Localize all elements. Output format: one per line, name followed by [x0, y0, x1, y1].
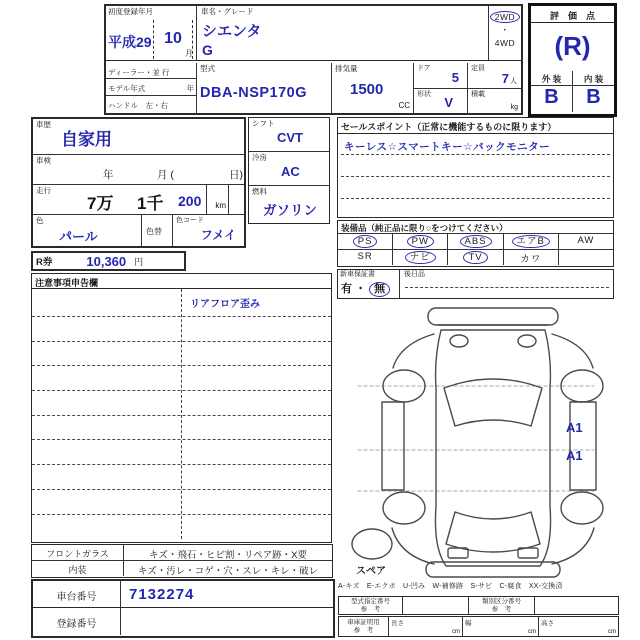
notes-panel — [31, 273, 332, 543]
load-label: 積載 — [471, 90, 485, 98]
drive-2wd: 2WD — [490, 11, 520, 23]
sales-points-value: キーレス☆スマートキー☆バックモニター — [344, 141, 551, 153]
doors-label: ドア — [417, 64, 431, 72]
car-outline-drawing — [338, 300, 614, 578]
color-code-value: フメイ — [200, 228, 236, 242]
first-registration-era-year: 平成29 — [108, 34, 152, 50]
garage-cert-table — [338, 616, 619, 637]
first-registration-month-unit: 月 — [185, 49, 193, 59]
displacement-cell — [332, 63, 414, 114]
drive-type-cell — [489, 6, 521, 60]
equipment-item-pw: PW — [393, 234, 448, 249]
exterior-label: 外 装 — [531, 71, 572, 86]
damage-mark-a1-upper: A1 — [566, 420, 583, 435]
sales-points-panel — [337, 117, 614, 218]
surface-condition-panel — [31, 544, 333, 578]
mileage-value-cell — [33, 185, 206, 214]
type-number-label: 型式指定番号 — [351, 598, 390, 605]
equipment-item-leather: カワ — [504, 250, 559, 266]
interior-grade-cell — [572, 71, 614, 112]
height-cell — [539, 617, 618, 636]
mileage-sen: 1千 — [137, 194, 164, 213]
width-cell — [463, 617, 539, 636]
notes-declared-defect: リアフロア歪み — [190, 299, 260, 310]
class-number-label-cell — [469, 597, 535, 614]
sales-points-body — [338, 134, 613, 215]
sales-dashed-line — [341, 198, 610, 199]
meta-column — [106, 63, 197, 114]
inspection-year-label: 年 — [103, 169, 114, 181]
first-registration-cell — [106, 6, 197, 60]
shift-label: シフト — [252, 119, 275, 128]
length-unit: cm — [452, 629, 460, 635]
equipment-item-airbag: エアB — [504, 234, 559, 249]
door-shape-column — [414, 63, 468, 114]
model-year-unit: 年 — [186, 83, 194, 93]
vehicle-info-panel — [104, 4, 523, 115]
cooling-cell — [249, 152, 329, 186]
r-ticket-box — [31, 251, 186, 271]
mileage-num: 200 — [178, 193, 202, 209]
r-ticket-label: R券 — [36, 257, 53, 268]
inspection-day-label: 日) — [229, 169, 243, 181]
history-value: 自家用 — [61, 130, 112, 149]
equipment-row-2 — [338, 250, 613, 266]
doors-cell — [414, 63, 467, 89]
warranty-dot: ・ — [355, 283, 367, 295]
fuel-cell — [249, 186, 329, 220]
color-code-label: 色コード — [176, 217, 204, 224]
equipment-item-blank — [559, 250, 613, 266]
capacity-unit: 人 — [510, 77, 517, 85]
spare-tire-label: スペア — [356, 566, 386, 577]
model-code-cell — [197, 63, 332, 114]
damage-legend: A-キズ E-エクボ U-凹み W-補修跡 S-サビ C-腐食 XX-交換済 — [338, 583, 563, 590]
notes-title: 注意事項申告欄 — [32, 274, 331, 289]
drive-dot: ・ — [500, 24, 510, 35]
capacity-label: 定員 — [471, 64, 485, 72]
mileage-unit: km — [215, 201, 226, 211]
warranty-label: 新車保証書 — [340, 271, 375, 278]
windshield-label: フロントガラス — [32, 545, 124, 560]
color-row — [33, 215, 244, 246]
equipment-title: 装備品（純正品に限り○をつけてください） — [338, 221, 613, 234]
mileage-row — [33, 185, 244, 215]
r-ticket-value: 10,360 — [86, 253, 127, 269]
history-row — [33, 119, 244, 155]
type-number-value-cell — [403, 597, 469, 614]
dealer-parallel-row: ディーラー・並 行 — [106, 63, 196, 79]
load-cell — [468, 89, 521, 114]
exterior-grade-cell — [531, 71, 572, 112]
car-name-label: 車名・グレード — [201, 7, 254, 16]
drive-4wd: 4WD — [494, 37, 516, 48]
sales-dashed-line — [341, 176, 610, 177]
sales-points-title: セールスポイント（正常に機能するものに限ります） — [338, 118, 613, 134]
damage-mark-a1-lower: A1 — [566, 448, 583, 463]
height-label: 高さ — [541, 620, 554, 627]
damage-diagram — [338, 300, 614, 578]
interior-condition-row — [32, 561, 332, 577]
capacity-value: 7 — [501, 70, 509, 86]
chassis-number-value: 7132274 — [129, 586, 195, 603]
load-unit: kg — [510, 103, 518, 111]
car-name-cell — [197, 6, 489, 60]
later-parts-dashed-line — [405, 287, 609, 288]
type-number-ref: 参 考 — [360, 606, 381, 614]
inspection-month-label: 月 ( — [157, 169, 174, 181]
r-ticket-unit: 円 — [134, 256, 144, 267]
later-parts-label: 後日品 — [404, 271, 425, 278]
model-code-value: DBA-NSP170G — [200, 84, 308, 101]
car-grade-value: G — [202, 42, 213, 58]
interior-conditions: キズ・汚レ・コゲ・穴・スレ・キレ・破レ — [137, 565, 319, 577]
model-year-label: モデル年式 — [108, 83, 146, 93]
windshield-conditions: キズ・飛石・ヒビ割・リペア跡・X要 — [149, 550, 307, 561]
interior-condition-label: 内装 — [32, 561, 124, 577]
later-parts-cell — [400, 270, 613, 298]
color-code-cell — [173, 215, 244, 246]
displacement-value: 1500 — [350, 80, 384, 98]
color-value: パール — [59, 229, 98, 244]
cooling-label: 冷房 — [252, 153, 267, 162]
inspection-label: 車検 — [36, 156, 51, 165]
history-label: 車歴 — [36, 120, 51, 129]
shift-cell — [249, 118, 329, 152]
evaluation-panel — [528, 3, 617, 117]
displacement-unit: CC — [398, 101, 410, 111]
color-change-label: 色替 — [146, 227, 162, 236]
equipment-item-aw: AW — [577, 235, 595, 246]
mileage-label: 走行 — [36, 186, 51, 195]
cooling-value: AC — [281, 164, 300, 179]
shape-label: 形状 — [417, 90, 431, 98]
inspection-row — [33, 155, 244, 185]
vehicle-info-row1 — [106, 6, 521, 61]
evaluation-grade: (R) — [554, 31, 591, 61]
id-numbers-panel — [31, 579, 335, 638]
width-unit: cm — [528, 629, 536, 635]
type-number-table — [338, 596, 619, 615]
plate-number-label: 登録番号 — [33, 608, 121, 635]
color-change-cell — [141, 215, 173, 246]
shape-value: V — [444, 94, 453, 110]
color-cell — [33, 215, 141, 246]
interior-label: 内 装 — [573, 71, 614, 86]
first-registration-label: 初度登録年月 — [108, 7, 153, 16]
chassis-number-label: 車台番号 — [33, 581, 121, 607]
model-year-row — [106, 79, 196, 96]
first-registration-month: 10 — [153, 20, 193, 59]
powertrain-panel — [248, 117, 330, 224]
sales-dashed-line — [341, 154, 610, 155]
equipment-item-ps: PS — [338, 234, 393, 249]
history-mileage-panel — [31, 117, 246, 248]
equipment-row-1 — [338, 234, 613, 250]
equipment-item-navi: ナビ — [393, 250, 448, 266]
mileage-unit-cell — [206, 185, 228, 214]
equipment-item-tv: TV — [448, 250, 503, 266]
interior-grade: B — [586, 86, 601, 108]
mileage-man: 7万 — [87, 194, 114, 213]
width-label: 幅 — [465, 620, 472, 627]
type-number-label-cell — [339, 597, 403, 614]
plate-number-row — [33, 608, 333, 635]
mileage-spare-cell — [228, 185, 244, 214]
warranty-panel — [337, 269, 614, 299]
warranty-cell — [338, 270, 400, 298]
vehicle-info-row2 — [106, 63, 521, 114]
equipment-item-sr: SR — [338, 250, 393, 266]
windshield-row — [32, 545, 332, 561]
equipment-panel — [337, 220, 614, 267]
shift-value: CVT — [277, 130, 303, 145]
handle-row: ハンドル 左・右 — [108, 100, 168, 110]
capacity-load-column — [468, 63, 521, 114]
fuel-value: ガソリン — [263, 203, 317, 218]
model-code-label: 型式 — [200, 63, 215, 73]
garage-cert-label: 車庫証明用 — [347, 619, 380, 626]
chassis-number-row — [33, 581, 333, 608]
warranty-yes: 有 — [341, 283, 352, 295]
garage-cert-ref: 参 考 — [353, 627, 374, 635]
warranty-no: 無 — [369, 282, 390, 297]
displacement-label: 排気量 — [335, 63, 358, 73]
car-name-value: シエンタ — [202, 23, 262, 40]
equipment-item-abs: ABS — [448, 234, 503, 249]
capacity-cell — [468, 63, 521, 89]
fuel-label: 燃料 — [252, 187, 267, 196]
doors-value: 5 — [451, 69, 459, 85]
notes-body — [32, 289, 331, 539]
exterior-grade: B — [544, 86, 559, 108]
exterior-interior-grades — [531, 71, 614, 112]
shape-cell — [414, 89, 467, 114]
evaluation-title: 評 価 点 — [531, 6, 614, 23]
length-cell — [389, 617, 463, 636]
class-number-label: 類別区分番号 — [482, 598, 521, 605]
plate-number-value — [121, 608, 333, 635]
color-label: 色 — [36, 216, 44, 225]
notes-center-divider — [181, 289, 182, 539]
length-label: 長さ — [391, 620, 404, 627]
class-number-ref: 参 考 — [491, 606, 512, 614]
class-number-value-cell — [535, 597, 618, 614]
height-unit: cm — [608, 629, 616, 635]
garage-cert-label-cell — [339, 617, 389, 636]
